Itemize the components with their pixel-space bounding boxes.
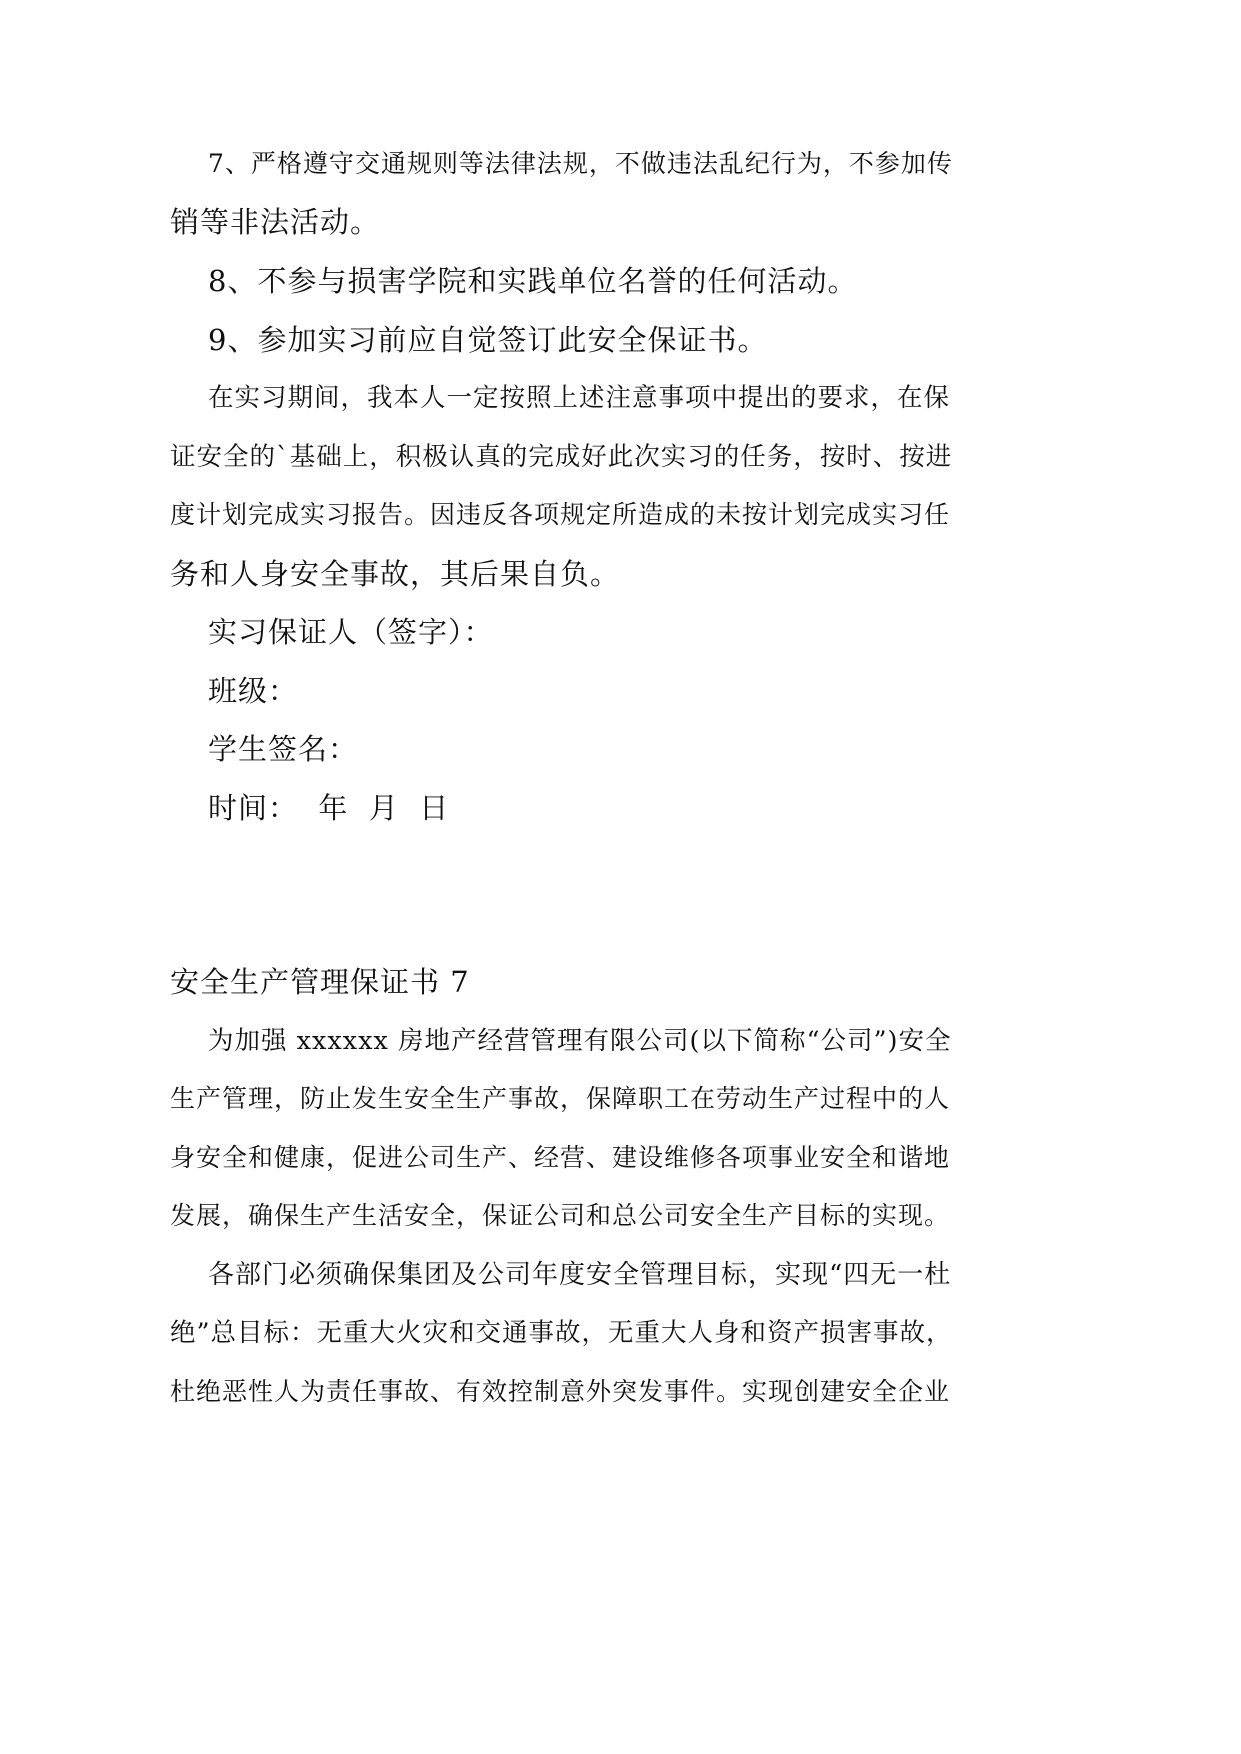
para1-line-4: 发展，确保生产生活安全，保证公司和总公司安全生产目标的实现。 <box>170 1201 951 1230</box>
para1-line-3: 身安全和健康，促进公司生产、经营、建设维修各项事业安全和谐地 <box>170 1143 951 1172</box>
item-8: 8、不参与损害学院和实践单位名誉的任何活动。 <box>208 264 858 298</box>
para2-line-1: 各部门必须确保集团及公司年度安全管理目标，实现“四无一杜 <box>208 1260 952 1290</box>
pledge-line-2: 证安全的`基础上，积极认真的完成好此次实习的任务，按时、按进 <box>170 442 953 472</box>
item-7-line-2: 销等非法活动。 <box>170 205 381 239</box>
para1-line-2: 生产管理，防止发生安全生产事故，保障职工在劳动生产过程中的人 <box>170 1084 951 1113</box>
item-9: 9、参加实习前应自觉签订此安全保证书。 <box>208 323 768 357</box>
para2-line-3: 杜绝恶性人为责任事故、有效控制意外突发事件。实现创建安全企业 <box>170 1377 951 1406</box>
date-label: 时间： 年 月 日 <box>208 791 450 825</box>
student-sign-label: 学生签名： <box>208 732 359 766</box>
pledge-line-1: 在实习期间，我本人一定按照上述注意事项中提出的要求，在保 <box>208 383 951 413</box>
pledge-line-4: 务和人身安全事故，其后果自负。 <box>170 557 621 591</box>
para1-line-1: 为加强 xxxxxx 房地产经营管理有限公司(以下简称“公司”)安全 <box>208 1026 952 1056</box>
item-7-line-1: 7、严格遵守交通规则等法律法规，不做违法乱纪行为，不参加传 <box>208 149 953 178</box>
class-label: 班级： <box>208 674 299 708</box>
section-title: 安全生产管理保证书 7 <box>170 965 470 999</box>
pledge-line-3: 度计划完成实习报告。因违反各项规定所造成的未按计划完成实习任 <box>170 500 951 529</box>
para2-line-2: 绝”总目标：无重大火灾和交通事故，无重大人身和资产损害事故， <box>170 1318 953 1348</box>
signature-label: 实习保证人（签字）： <box>208 615 494 649</box>
